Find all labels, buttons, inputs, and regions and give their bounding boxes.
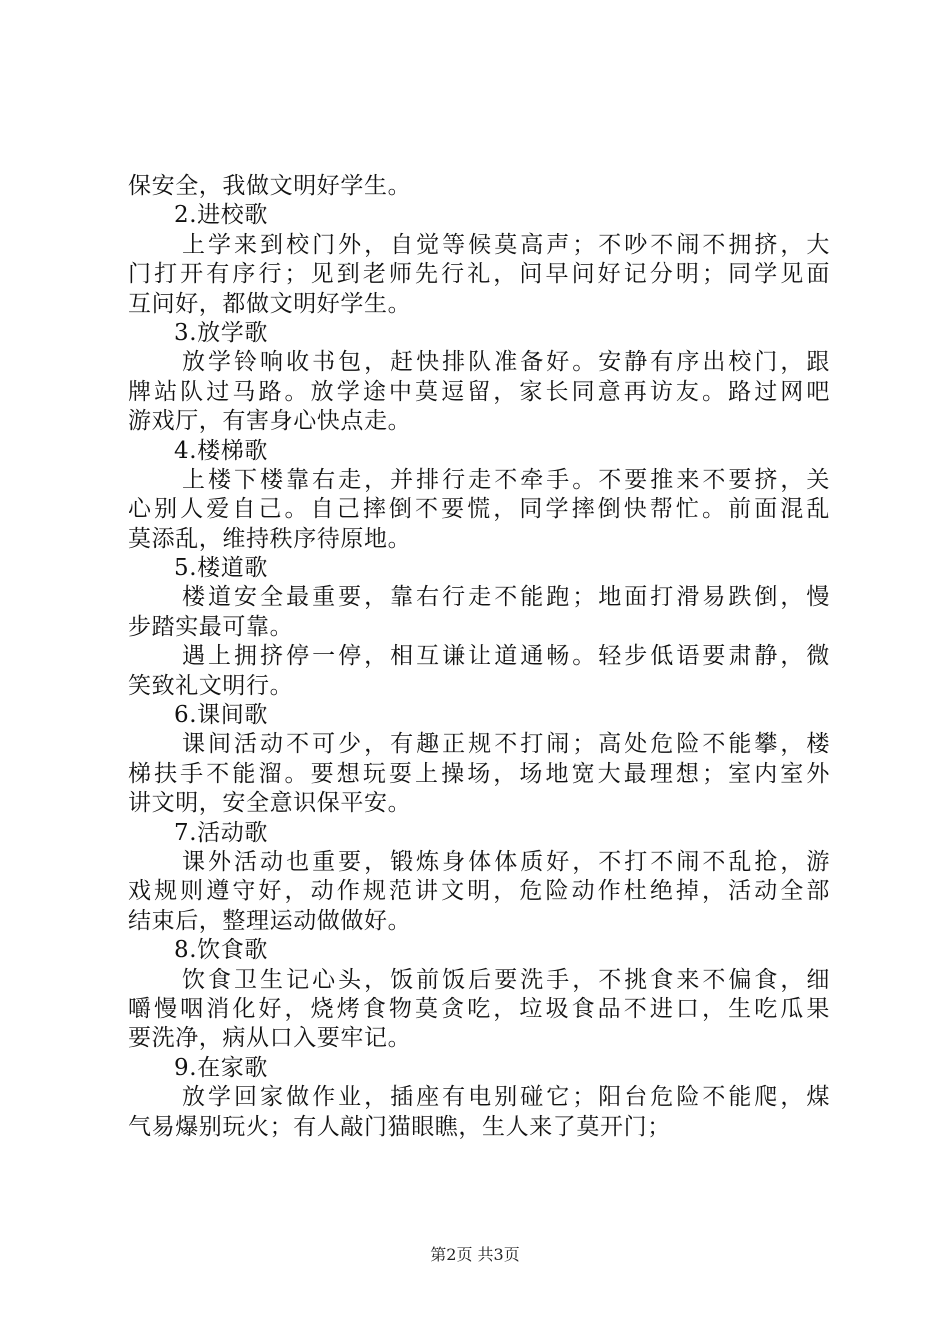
paragraph-line: 课间活动不可少，有趣正规不打闹；高处危险不能攀，楼 (182, 731, 830, 758)
paragraph-line: 要洗净，病从口入要牢记。 (128, 1025, 412, 1052)
paragraph-line: 课外活动也重要，锻炼身体体质好，不打不闹不乱抢，游 (182, 848, 830, 875)
section-heading: 7.活动歌 (174, 819, 268, 846)
paragraph-line: 上学来到校门外，自觉等候莫高声；不吵不闹不拥挤，大 (182, 231, 830, 258)
document-body (128, 172, 830, 1142)
paragraph-line: 心别人爱自己。自己摔倒不要慌，同学摔倒快帮忙。前面混乱 (128, 496, 830, 523)
paragraph-line: 上楼下楼靠右走，并排行走不牵手。不要推来不要挤，关 (182, 466, 830, 493)
paragraph-line: 讲文明，安全意识保平安。 (128, 790, 412, 817)
paragraph-line: 放学铃响收书包，赶快排队准备好。安静有序出校门，跟 (182, 349, 830, 376)
paragraph-line: 嚼慢咽消化好，烧烤食物莫贪吃，垃圾食品不进口，生吃瓜果 (128, 995, 830, 1022)
paragraph-line: 梯扶手不能溜。要想玩耍上操场，场地宽大最理想；室内室外 (128, 760, 830, 787)
paragraph-line: 结束后，整理运动做做好。 (128, 907, 412, 934)
section-heading: 9.在家歌 (174, 1054, 268, 1081)
paragraph-line: 饮食卫生记心头，饭前饭后要洗手，不挑食来不偏食，细 (182, 966, 830, 993)
paragraph-line: 楼道安全最重要，靠右行走不能跑；地面打滑易跌倒，慢 (182, 584, 830, 611)
paragraph-line: 牌站队过马路。放学途中莫逗留，家长同意再访友。路过网吧 (128, 378, 830, 405)
section-heading: 5.楼道歌 (174, 555, 268, 582)
paragraph-line: 笑致礼文明行。 (128, 672, 294, 699)
page-footer: 第2页 共3页 (430, 1245, 520, 1264)
section-heading: 6.课间歌 (174, 702, 268, 729)
paragraph-line: 遇上拥挤停一停，相互谦让道通畅。轻步低语要肃静，微 (182, 643, 830, 670)
section-heading: 2.进校歌 (174, 202, 268, 229)
section-heading: 4.楼梯歌 (174, 437, 268, 464)
paragraph-line: 放学回家做作业，插座有电别碰它；阳台危险不能爬，煤 (182, 1084, 830, 1111)
paragraph-line: 戏规则遵守好，动作规范讲文明，危险动作杜绝掉，活动全部 (128, 878, 830, 905)
paragraph-line: 保安全，我做文明好学生。 (128, 173, 412, 199)
paragraph-line: 气易爆别玩火；有人敲门猫眼瞧，生人来了莫开门； (128, 1113, 671, 1140)
section-heading: 3.放学歌 (174, 319, 268, 346)
paragraph-line: 步踏实最可靠。 (128, 613, 294, 640)
paragraph-line: 互问好，都做文明好学生。 (128, 290, 412, 317)
paragraph-line: 门打开有序行；见到老师先行礼，问早问好记分明；同学见面 (128, 261, 830, 288)
section-heading: 8.饮食歌 (174, 937, 268, 964)
paragraph-line: 游戏厅，有害身心快点走。 (128, 408, 412, 435)
paragraph-line: 莫添乱，维持秩序待原地。 (128, 525, 412, 552)
